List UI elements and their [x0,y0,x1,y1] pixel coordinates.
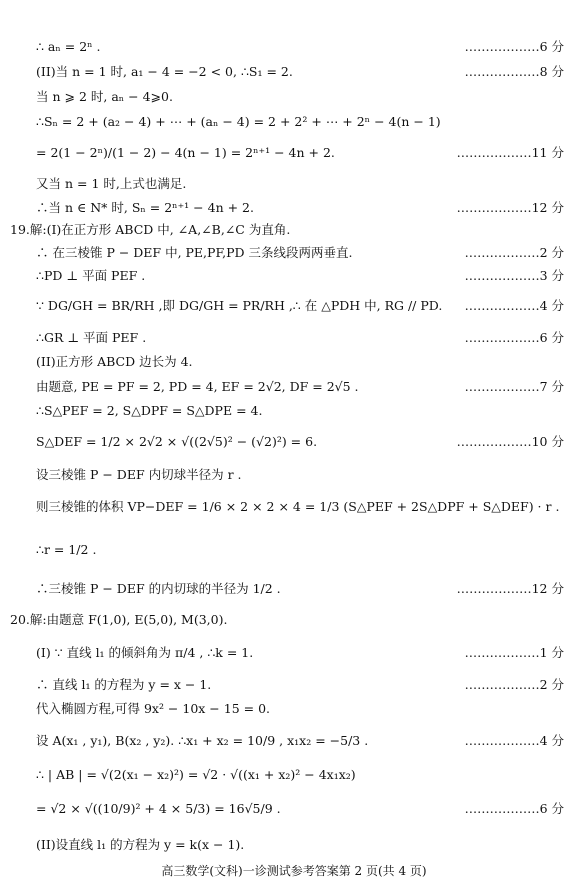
text-line: 当 n ⩾ 2 时, aₙ − 4⩾0. [36,89,173,104]
question-heading: 20.解:由题意 F(1,0), E(5,0), M(3,0). [10,612,228,627]
score-marker: ………………6 分 [464,39,564,54]
score-marker: ………………8 分 [464,64,564,79]
score-marker: ………………12 分 [456,581,564,596]
text-line: ∴r = 1/2 . [36,542,97,557]
text-line: 代入椭圆方程,可得 9x² − 10x − 15 = 0. [36,701,271,716]
score-marker: ………………4 分 [464,298,564,313]
text-line: 又当 n = 1 时,上式也满足. [36,176,187,191]
text-line: ∴GR ⊥ 平面 PEF . [36,330,147,345]
text-line: (II)设直线 l₁ 的方程为 y = k(x − 1). [36,837,245,852]
score-marker: ………………2 分 [464,677,564,692]
score-marker: ………………1 分 [464,645,564,660]
score-marker: ………………11 分 [456,145,564,160]
text-line: (II)当 n = 1 时, a₁ − 4 = −2 < 0, ∴S₁ = 2. [36,64,293,79]
score-marker: ………………4 分 [464,733,564,748]
score-marker: ………………10 分 [456,434,564,449]
text-line: (II)正方形 ABCD 边长为 4. [36,354,193,369]
text-line: = √2 × √((10/9)² + 4 × 5/3) = 16√5/9 . [36,801,281,816]
text-line: ∴ | AB | = √(2(x₁ − x₂)²) = √2 · √((x₁ + x₂)² − 4x₁x₂) [36,767,356,782]
text-line: ∴PD ⊥ 平面 PEF . [36,268,146,283]
page-footer: 高三数学(文科)一诊测试参考答案第 2 页(共 4 页) [161,864,427,878]
text-line: = 2(1 − 2ⁿ)/(1 − 2) − 4(n − 1) = 2ⁿ⁺¹ − 4n + 2. [36,145,335,160]
question-heading: 19.解:(I)在正方形 ABCD 中, ∠A,∠B,∠C 为直角. [10,222,291,237]
text-line: ∵ DG/GH = BR/RH ,即 DG/GH = PR/RH ,∴ 在 △PDH 中, RG // PD. [36,298,443,313]
text-line: ∴Sₙ = 2 + (a₂ − 4) + ⋯ + (aₙ − 4) = 2 + 2² + ⋯ + 2ⁿ − 4(n − 1) [36,114,441,129]
text-line: ∴S△PEF = 2, S△DPF = S△DPE = 4. [36,403,263,418]
text-line: 设 A(x₁ , y₁), B(x₂ , y₂). ∴x₁ + x₂ = 10/9 , x₁x₂ = −5/3 . [36,733,369,748]
text-line: ∴ 直线 l₁ 的方程为 y = x − 1. [36,677,212,692]
text-line: ∴ aₙ = 2ⁿ . [36,39,101,54]
text-line: (I) ∵ 直线 l₁ 的倾斜角为 π/4 , ∴k = 1. [36,645,254,660]
text-line: 则三棱锥的体积 VP−DEF = 1/6 × 2 × 2 × 4 = 1/3 (S△PEF + 2S△DPF + S△DEF) · r . [36,499,560,514]
score-marker: ………………2 分 [464,245,564,260]
score-marker: ………………6 分 [464,330,564,345]
score-marker: ………………6 分 [464,801,564,816]
score-marker: ………………12 分 [456,200,564,215]
text-line: 由题意, PE = PF = 2, PD = 4, EF = 2√2, DF = 2√5 . [36,379,359,394]
score-marker: ………………7 分 [464,379,564,394]
text-line: ∴当 n ∈ N* 时, Sₙ = 2ⁿ⁺¹ − 4n + 2. [36,200,254,215]
text-line: 设三棱锥 P − DEF 内切球半径为 r . [36,467,242,482]
text-line: ∴三棱锥 P − DEF 的内切球的半径为 1/2 . [36,581,281,596]
text-line: S△DEF = 1/2 × 2√2 × √((2√5)² − (√2)²) = 6. [36,434,318,449]
score-marker: ………………3 分 [464,268,564,283]
text-line: ∴ 在三棱锥 P − DEF 中, PE,PF,PD 三条线段两两垂直. [36,245,353,260]
